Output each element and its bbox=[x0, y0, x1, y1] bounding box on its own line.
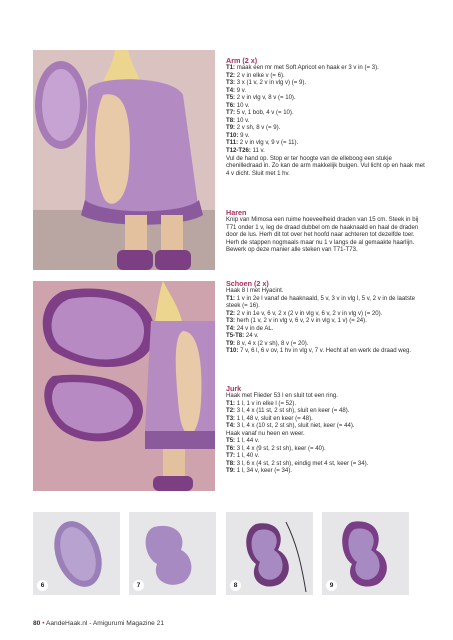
jurk-row: T8: 3 l, 6 x (4 st, 2 st sh), eindig met 4 st, keer (= 34). bbox=[226, 460, 369, 467]
section-jurk bbox=[226, 384, 426, 476]
arm-row: T6: 10 v. bbox=[226, 102, 250, 109]
arm-row: T4: 9 v. bbox=[226, 87, 247, 94]
thumbnail-number: 9 bbox=[326, 580, 337, 591]
jurk-row: T5: 1 l, 44 v. bbox=[226, 438, 260, 445]
arm-row: T10: 9 v. bbox=[226, 132, 250, 139]
jurk-row: T6: 3 l, 4 x (9 st, 2 st sh), keer (= 40). bbox=[226, 445, 326, 452]
footer-separator: • bbox=[42, 620, 45, 627]
schoen-row: T2: 2 v in 1e v, 6 v, 2 x (2 v in vlg v, 6 v, 2 v in vlg v) (= 20). bbox=[226, 310, 383, 317]
jurk-row: T7: 1 l, 40 v. bbox=[226, 453, 260, 460]
arm-row: T11: 2 v in vlg v, 9 v (= 11). bbox=[226, 140, 299, 147]
thumbnail-number: 6 bbox=[37, 580, 48, 591]
section-title-arm: Arm (2 x) bbox=[226, 56, 258, 65]
schoen-row: T5-T8: 24 v. bbox=[226, 333, 259, 340]
arm-note: Vul de hand op. Stop er ter hoogte van de elleboog een stukje chenilledraad in. Zo kan de arm makkelijk buigen. Vul licht op en haak met 4 v dicht. Sluit met 1 hv. bbox=[226, 155, 425, 177]
thumbnail-number: 7 bbox=[133, 580, 144, 591]
jurk-row: T1: 1 l, 1 v in elke l (= 52). bbox=[226, 400, 297, 407]
section-haren bbox=[226, 208, 426, 255]
page-number: 80 bbox=[33, 620, 41, 627]
haren-text: Knip van Mimosa een ruime hoeveelheid draden van 15 cm. Steek in bij T71 onder 1 v, leg de draad dubbel om de haaknaald en haal de draden door de lus. Herh dit tot over het hoofd naar achteren tot dezelfde toer. Herh de stappen nogmaals maar nu 1 v langs de al gemaakte haarlijn. Bewerk op deze manier alle steken van T71-T73. bbox=[226, 217, 419, 254]
arm-row: T7: 5 v, 1 bob, 4 v (= 10). bbox=[226, 110, 294, 117]
section-title-haren: Haren bbox=[226, 208, 247, 217]
footer-text: AandeHaak.nl - Amigurumi Magazine 21 bbox=[45, 620, 164, 627]
schoen-row: T4: 24 v in de AL. bbox=[226, 325, 274, 332]
thumbnail-step-9 bbox=[322, 512, 409, 595]
footer bbox=[33, 620, 164, 627]
jurk-row: T2: 3 l, 4 x (11 st, 2 st sh), sluit en keer (= 48). bbox=[226, 408, 350, 415]
arm-row: T5: 2 v in vlg v, 8 v (= 10). bbox=[226, 95, 296, 102]
arm-row: T8: 10 v. bbox=[226, 117, 250, 124]
arm-row: T12-T26: 11 v. bbox=[226, 148, 265, 155]
arm-row: T2: 2 v in elke v (= 6). bbox=[226, 72, 285, 79]
jurk-intro: Haak met Flieder 53 l en sluit tot een ring. bbox=[226, 393, 338, 399]
thumbnail-step-7 bbox=[129, 512, 216, 595]
jurk-mid: Haak vanaf nu heen en weer. bbox=[226, 430, 305, 437]
arm-row: T1: maak een mr met Soft Apricot en haak er 3 v in (= 3). bbox=[226, 65, 379, 71]
photo-doll-arm bbox=[33, 50, 215, 270]
section-schoen bbox=[226, 279, 426, 356]
schoen-intro: Haak 8 l met Hyacint. bbox=[226, 288, 284, 294]
thumbnail-step-6 bbox=[33, 512, 120, 595]
schoen-row: T10: 7 v, 6 l, 6 v ov, 1 hv in vlg v, 7 v. Hecht af en werk de draad weg. bbox=[226, 348, 412, 355]
jurk-row: T3: 1 l, 48 v, sluit en keer (= 48). bbox=[226, 415, 313, 422]
section-title-jurk: Jurk bbox=[226, 384, 242, 393]
schoen-row: T1: 1 v in 2e l vanaf de haaknaald, 5 v, 3 v in vlg l, 5 v, 2 v in de laatste steek (= 16). bbox=[226, 295, 416, 310]
section-arm bbox=[226, 56, 426, 178]
schoen-row: T9: 8 v, 4 x (2 v sh), 8 v (= 20). bbox=[226, 340, 309, 347]
photo-doll-wings bbox=[33, 281, 215, 491]
schoen-row: T3: herh (1 v, 2 v in vlg v, 6 v, 2 v in vlg v, 1 v) (= 24). bbox=[226, 318, 367, 325]
thumbnail-step-8 bbox=[226, 512, 313, 595]
thumbnail-number: 8 bbox=[230, 580, 241, 591]
section-title-schoen: Schoen (2 x) bbox=[226, 279, 269, 288]
jurk-row: T4: 3 l, 4 x (10 st, 2 st sh), sluit niet, keer (= 44). bbox=[226, 423, 355, 430]
arm-row: T9: 2 v sh, 8 v (= 9). bbox=[226, 125, 281, 132]
arm-row: T3: 3 x (1 v, 2 v in vlg v) (= 9). bbox=[226, 80, 307, 87]
jurk-row: T9: 1 l, 34 v, keer (= 34). bbox=[226, 468, 292, 475]
